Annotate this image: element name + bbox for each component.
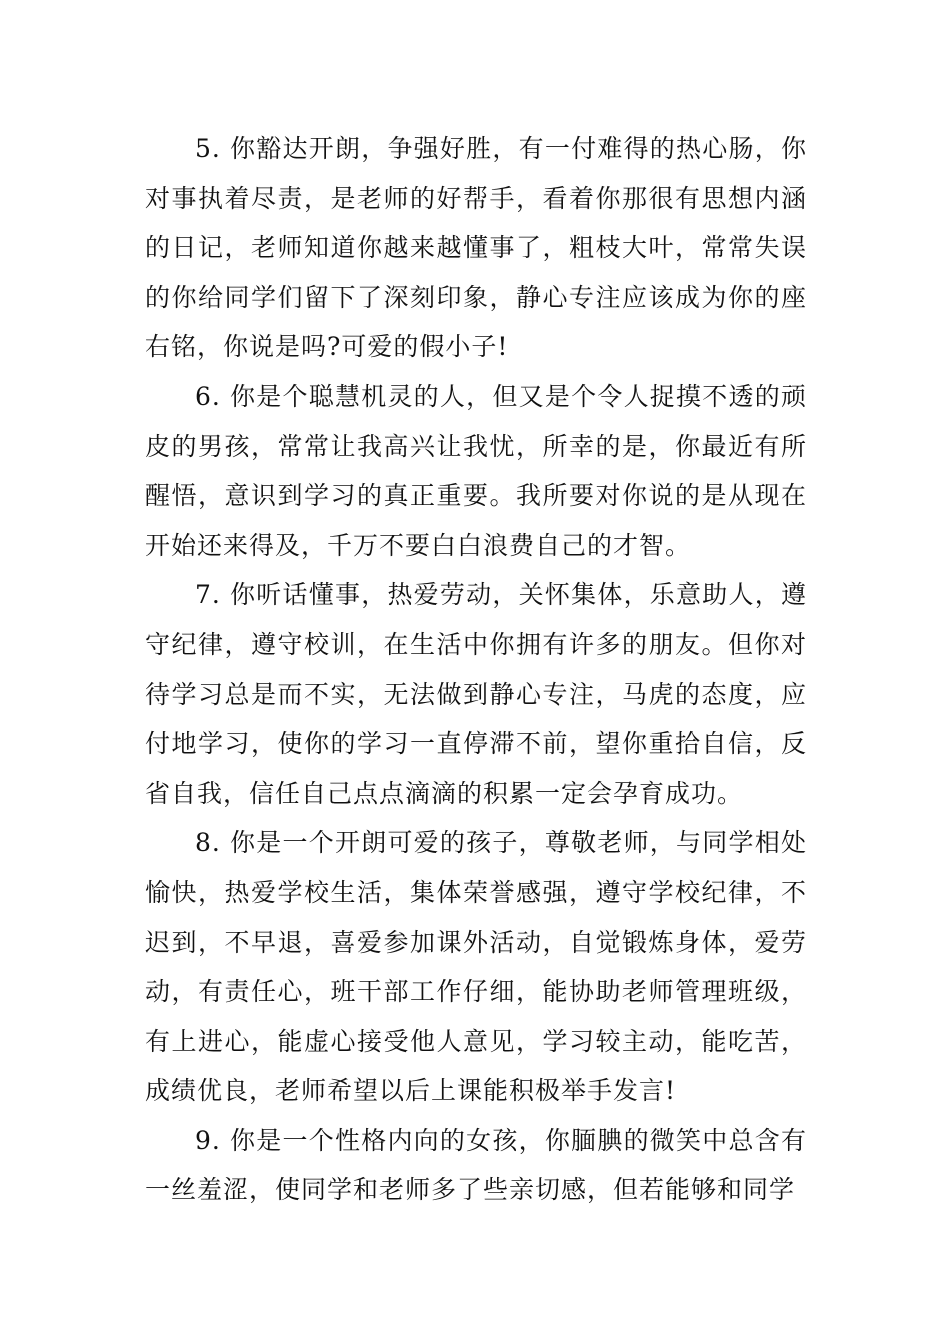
comment-paragraph-7: 7. 你听话懂事，热爱劳动，关怀集体，乐意助人，遵守纪律，遵守校训，在生活中你拥有许多的朋友。但你对待学习总是而不实，无法做到静心专注，马虎的态度，应付地学习，使你的学习一直停滞不前，望你重拾自信，反省自我，信任自己点点滴滴的积累一定会孕育成功。 (145, 580, 807, 808)
comment-paragraph-5: 5. 你豁达开朗，争强好胜，有一付难得的热心肠，你对事执着尽责，是老师的好帮手，看着你那很有思想内涵的日记，老师知道你越来越懂事了，粗枝大叶，常常失误的你给同学们留下了深刻印象，静心专注应该成为你的座右铭，你说是吗?可爱的假小子! (145, 134, 807, 362)
document-page (145, 124, 807, 1215)
comment-paragraph-8: 8. 你是一个开朗可爱的孩子，尊敬老师，与同学相处愉快，热爱学校生活，集体荣誉感强，遵守学校纪律，不迟到，不早退，喜爱参加课外活动，自觉锻炼身体，爱劳动，有责任心，班干部工作仔细，能协助老师管理班级，有上进心，能虚心接受他人意见，学习较主动，能吃苦，成绩优良，老师希望以后上课能积极举手发言! (145, 828, 807, 1106)
comment-paragraph-9: 9. 你是一个性格内向的女孩，你腼腆的微笑中总含有一丝羞涩，使同学和老师多了些亲切感，但若能够和同学 (145, 1125, 807, 1205)
comment-paragraph-6: 6. 你是个聪慧机灵的人，但又是个令人捉摸不透的顽皮的男孩，常常让我高兴让我忧，所幸的是，你最近有所醒悟，意识到学习的真正重要。我所要对你说的是从现在开始还来得及，千万不要白白浪费自己的才智。 (145, 381, 807, 560)
